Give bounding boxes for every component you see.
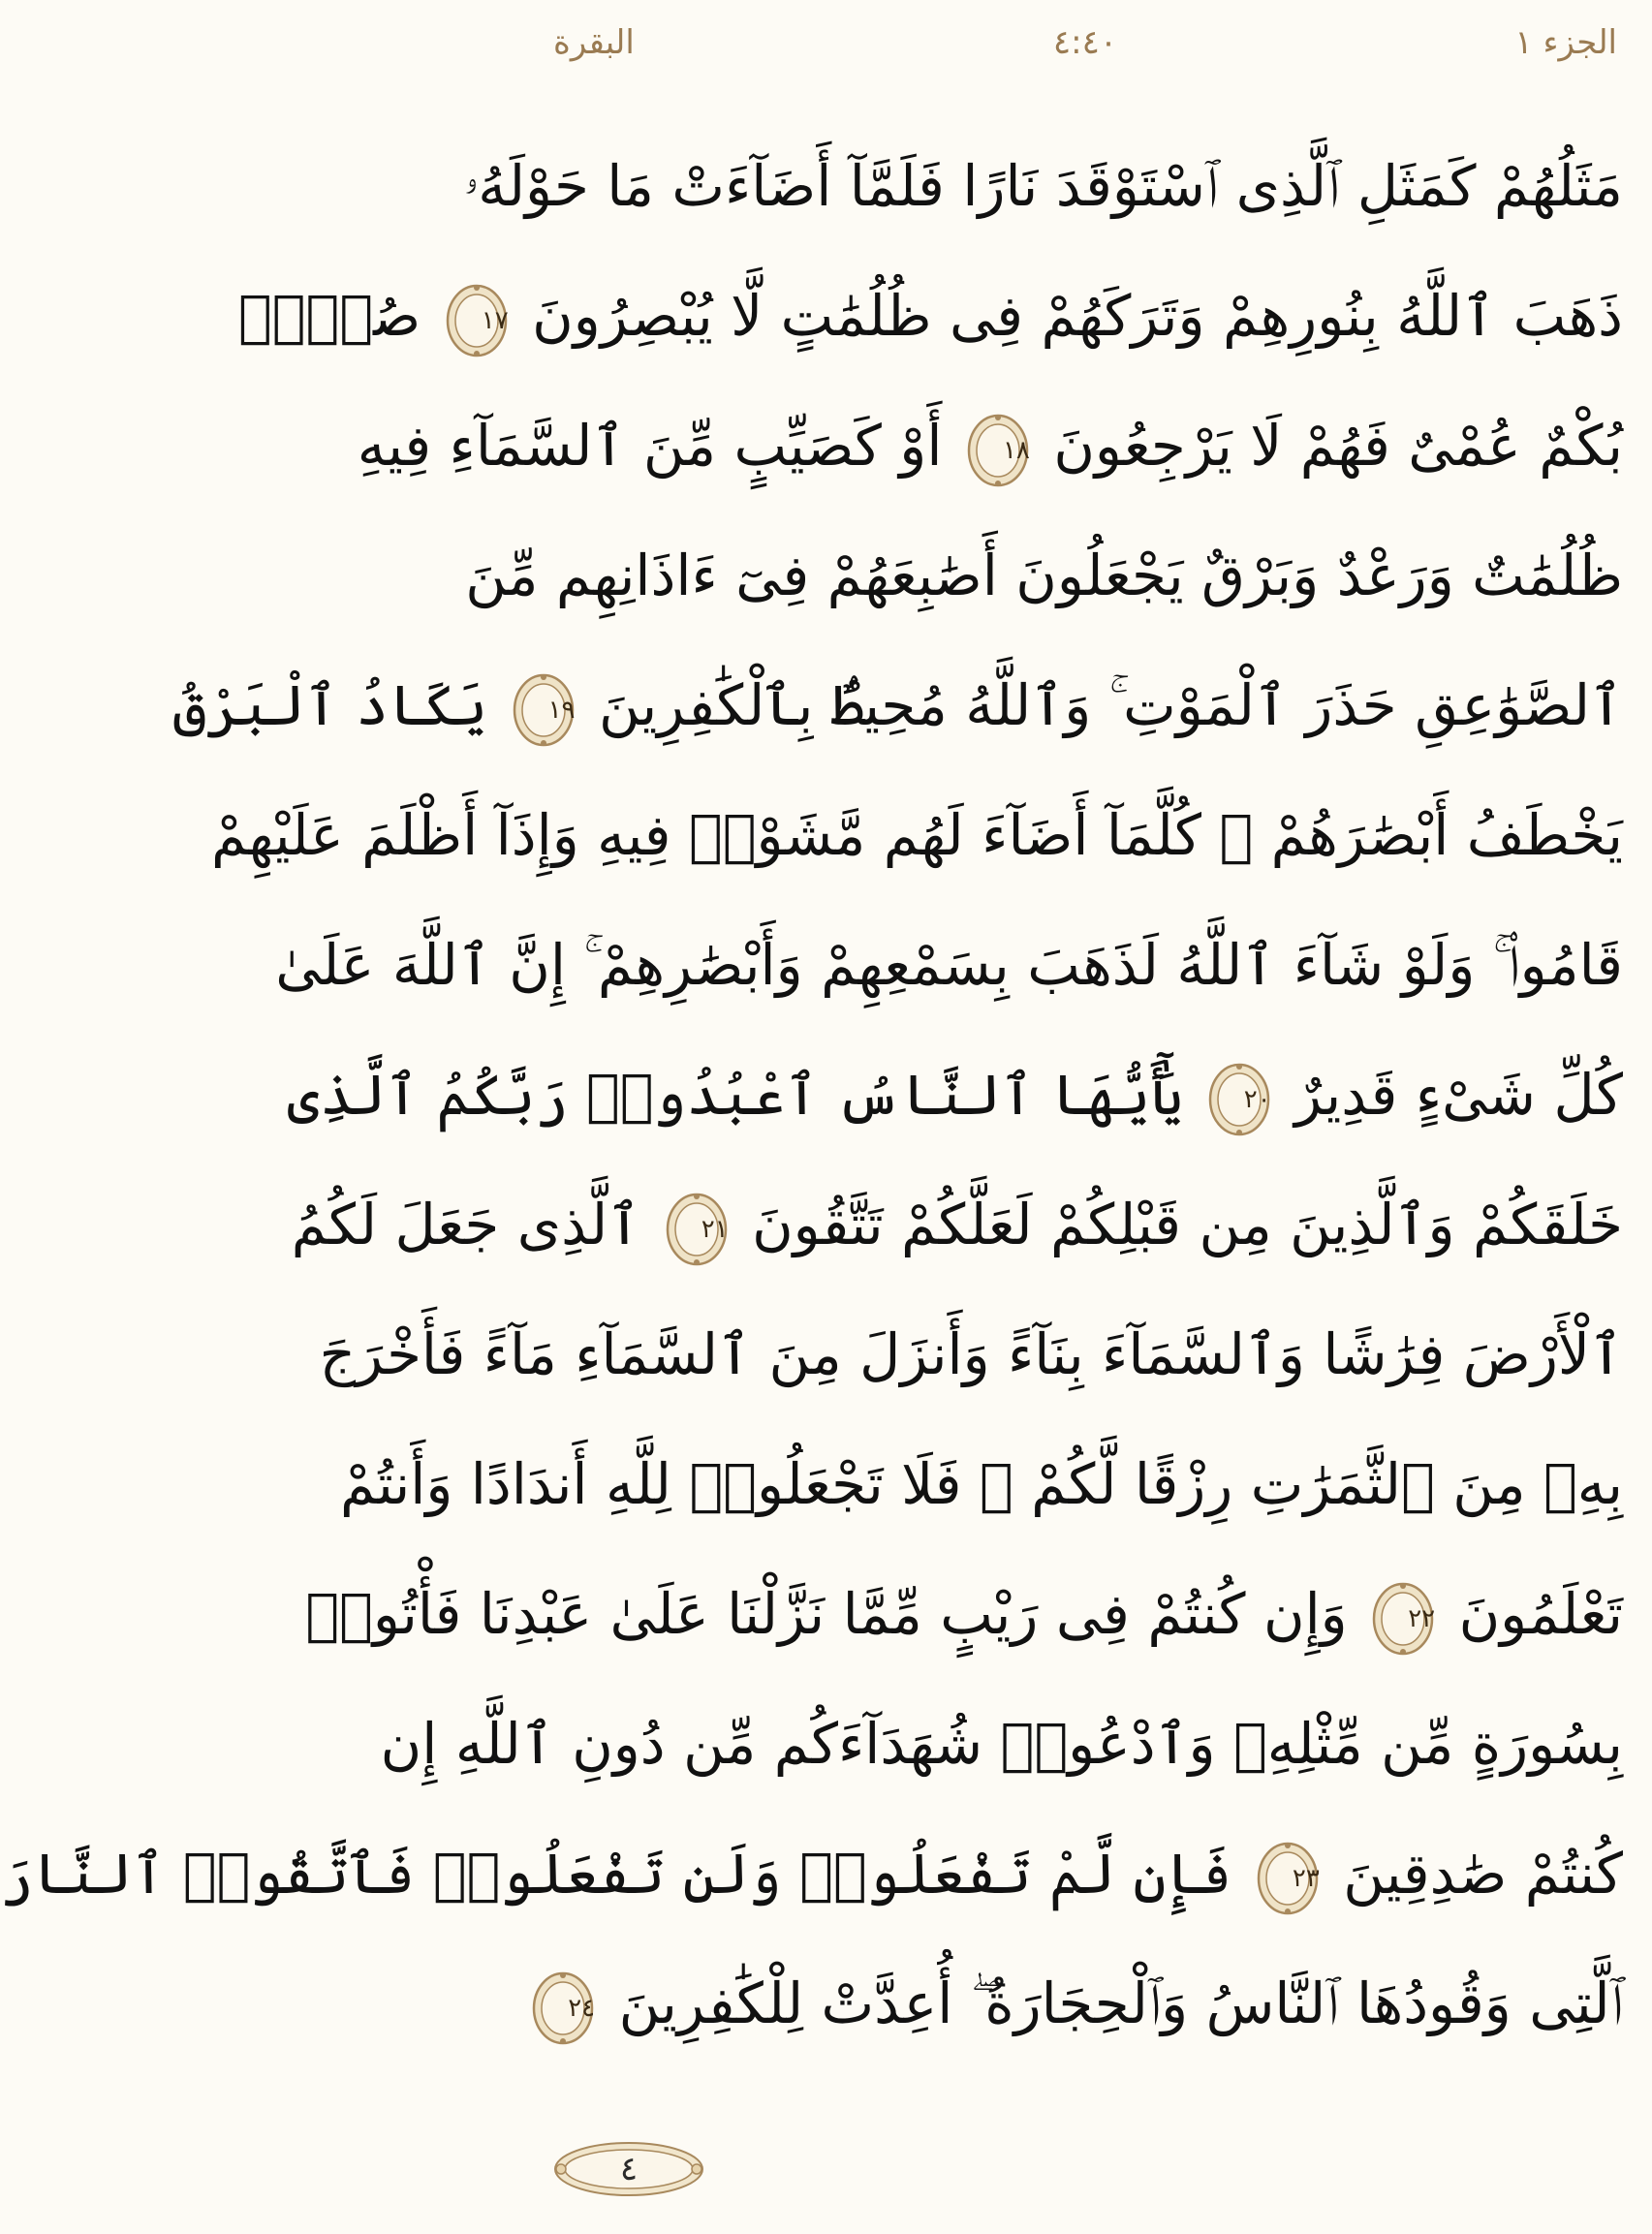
- verse-text[interactable]: يَكَادُ ٱلْبَرْقُ: [172, 672, 488, 738]
- ayah-number-marker[interactable]: [512, 671, 576, 749]
- verse-text[interactable]: قَامُوا۟ ۚ وَلَوْ شَآءَ ٱللَّهُ لَذَهَبَ بِسَمْعِهِمْ وَأَبْصَٰرِهِمْ ۚ إِنَّ ٱللَّهَ عَلَىٰ: [275, 932, 1623, 998]
- verse-text[interactable]: ٱلْأَرْضَ فِرَٰشًا وَٱلسَّمَآءَ بِنَآءً وَأَنزَلَ مِنَ ٱلسَّمَآءِ مَآءً فَأَخْرَجَ: [319, 1321, 1623, 1387]
- quran-line[interactable]: [275, 900, 1623, 1030]
- verse-text[interactable]: أَوْ كَصَيِّبٍ مِّنَ ٱلسَّمَآءِ فِيهِ: [357, 413, 943, 479]
- ayah-number: ٢٠: [1243, 1084, 1271, 1114]
- ayah-number-marker[interactable]: [665, 1191, 729, 1268]
- quran-line[interactable]: [211, 770, 1623, 900]
- verse-text[interactable]: بِهِۦ مِنَ ٱلثَّمَرَٰتِ رِزْقًا لَّكُمْ ۖ فَلَا تَجْعَلُوا۟ لِلَّهِ أَندَادًا وَأَنتُمْ: [339, 1451, 1623, 1517]
- status-header: [518, 0, 1652, 97]
- quran-line[interactable]: [305, 1549, 1623, 1679]
- quran-line[interactable]: [172, 640, 1623, 770]
- ayah-number-marker[interactable]: [531, 1970, 595, 2047]
- ayah-number: ١٨: [1002, 435, 1030, 465]
- verse-text[interactable]: ٱلصَّوَٰعِقِ حَذَرَ ٱلْمَوْتِ ۚ وَٱللَّهُ مُحِيطٌۢ بِٱلْكَٰفِرِينَ: [598, 672, 1623, 738]
- verse-text[interactable]: بُكْمٌ عُمْىٌ فَهُمْ لَا يَرْجِعُونَ: [1053, 413, 1623, 479]
- page-number-badge[interactable]: [551, 2139, 706, 2199]
- quran-line[interactable]: [465, 511, 1623, 640]
- mushaf-page[interactable]: [0, 121, 1623, 2068]
- ayah-number: ٢٤: [568, 1993, 596, 2023]
- verse-text[interactable]: فَإِن لَّمْ تَفْعَلُوا۟ وَلَن تَفْعَلُوا۟ فَٱتَّقُوا۟ ٱلنَّارَ: [0, 1841, 1232, 1907]
- ayah-number-marker[interactable]: [966, 412, 1030, 489]
- quran-line[interactable]: [237, 251, 1623, 381]
- quran-line[interactable]: [291, 1160, 1623, 1289]
- verse-text[interactable]: ذَهَبَ ٱللَّهُ بِنُورِهِمْ وَتَرَكَهُمْ فِى ظُلُمَٰتٍ لَّا يُبْصِرُونَ: [532, 283, 1623, 349]
- ayah-number: ١٩: [547, 695, 576, 725]
- ayah-number-marker[interactable]: [445, 282, 509, 359]
- ayah-number-marker[interactable]: [1256, 1840, 1320, 1917]
- quran-line[interactable]: [357, 381, 1623, 511]
- verse-text[interactable]: ٱلَّذِى جَعَلَ لَكُمُ: [291, 1192, 641, 1257]
- verse-text[interactable]: يَخْطَفُ أَبْصَٰرَهُمْ ۖ كُلَّمَآ أَضَآءَ لَهُم مَّشَوْا۟ فِيهِ وَإِذَآ أَظْلَمَ عَلَيْهِمْ: [211, 802, 1623, 868]
- verse-text[interactable]: ظُلُمَٰتٌ وَرَعْدٌ وَبَرْقٌ يَجْعَلُونَ أَصَٰبِعَهُمْ فِىٓ ءَاذَانِهِم مِّنَ: [465, 543, 1623, 608]
- verse-text[interactable]: مَثَلُهُمْ كَمَثَلِ ٱلَّذِى ٱسْتَوْقَدَ نَارًا فَلَمَّآ أَضَآءَتْ مَا حَوْلَهُۥ: [463, 153, 1623, 219]
- ayah-number: ٢١: [701, 1214, 729, 1244]
- juz-label[interactable]: الجزء ١: [1514, 23, 1617, 62]
- verse-text[interactable]: صُمٌّۢ: [237, 283, 421, 349]
- ayah-number-marker[interactable]: [1371, 1580, 1435, 1658]
- verse-text[interactable]: تَعْلَمُونَ: [1458, 1581, 1623, 1647]
- quran-line[interactable]: [0, 1809, 1623, 1939]
- ayah-number: ٢٢: [1408, 1603, 1436, 1633]
- quran-line[interactable]: [319, 1289, 1623, 1419]
- verse-text[interactable]: كُنتُمْ صَٰدِقِينَ: [1343, 1841, 1623, 1907]
- quran-line[interactable]: [339, 1419, 1623, 1549]
- surah-name[interactable]: البقرة: [553, 23, 635, 62]
- quran-line[interactable]: [380, 1679, 1623, 1809]
- quran-line[interactable]: [463, 121, 1623, 251]
- page-number: ٤: [619, 2150, 639, 2188]
- verse-text[interactable]: يَٰٓأَيُّهَا ٱلنَّاسُ ٱعْبُدُوا۟ رَبَّكُمُ ٱلَّذِى: [287, 1062, 1184, 1128]
- verse-text[interactable]: وَإِن كُنتُمْ فِى رَيْبٍ مِّمَّا نَزَّلْنَا عَلَىٰ عَبْدِنَا فَأْتُوا۟: [305, 1581, 1348, 1647]
- verse-text[interactable]: بِسُورَةٍ مِّن مِّثْلِهِۦ وَٱدْعُوا۟ شُهَدَآءَكُم مِّن دُونِ ٱللَّهِ إِن: [380, 1711, 1623, 1777]
- quran-line[interactable]: [287, 1030, 1623, 1160]
- clock-time: ٤:٤٠: [1052, 23, 1118, 62]
- ayah-number: ٢٣: [1292, 1863, 1320, 1893]
- quran-line[interactable]: [547, 1939, 1623, 2068]
- verse-text[interactable]: خَلَقَكُمْ وَٱلَّذِينَ مِن قَبْلِكُمْ لَعَلَّكُمْ تَتَّقُونَ: [752, 1192, 1623, 1257]
- verse-text[interactable]: كُلِّ شَىْءٍ قَدِيرٌ: [1294, 1062, 1623, 1128]
- ayah-number-marker[interactable]: [1207, 1061, 1271, 1138]
- verse-text[interactable]: ٱلَّتِى وَقُودُهَا ٱلنَّاسُ وَٱلْحِجَارَةُ ۖ أُعِدَّتْ لِلْكَٰفِرِينَ: [618, 1970, 1623, 2036]
- ayah-number: ١٧: [481, 305, 509, 335]
